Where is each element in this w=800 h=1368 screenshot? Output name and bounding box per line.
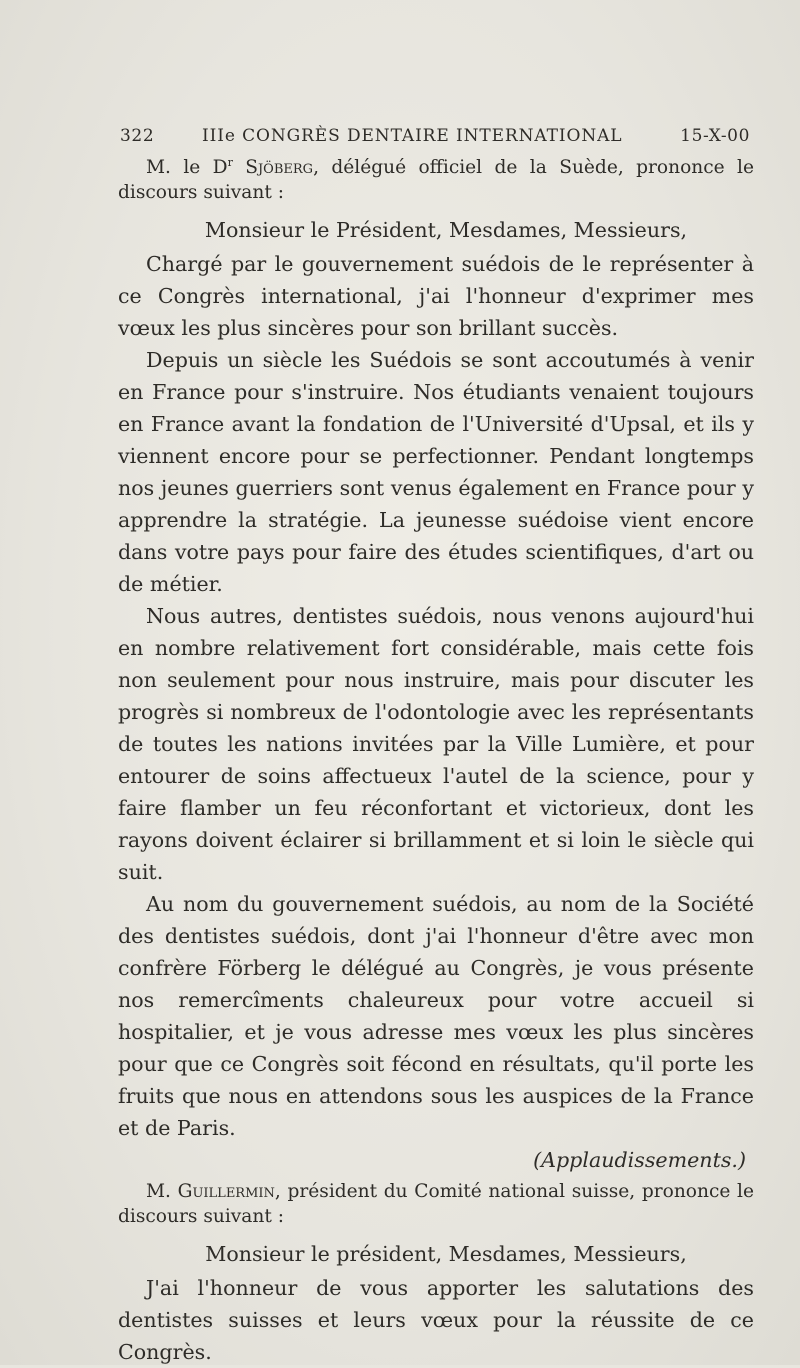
speaker-intro-guillermin xyxy=(118,1180,754,1229)
speaker-title: M. le D xyxy=(146,157,228,178)
speaker-name: Sjöberg xyxy=(245,157,314,178)
speaker-intro-text: , délégué officiel de la Suède, prononce le discours suivant : xyxy=(118,157,754,203)
page-body xyxy=(118,156,754,1368)
paragraph-4: Au nom du gouvernement suédois, au nom de la Société des dentistes suédois, dont j'ai l'honneur d'être avec mon confrère Förberg le délégué au Congrès, je vous présente nos remercîments chaleureux pour votre accueil si hospitalier, et je vous adresse mes vœux les plus sincères pour que ce Congrès soit fécond en résultats, qu'il porte les fruits que nous en attendons sous les auspices de la France et de Paris. xyxy=(118,892,754,1140)
speaker-intro-sjoberg xyxy=(118,156,754,205)
header-date: 15-X-00 xyxy=(680,126,750,146)
speaker-name: Guillermin xyxy=(177,1181,275,1202)
salutation-2: Monsieur le président, Mesdames, Messieurs, xyxy=(205,1242,687,1266)
running-header xyxy=(120,122,750,152)
page-number: 322 xyxy=(120,126,155,146)
running-title: IIIe CONGRÈS DENTAIRE INTERNATIONAL xyxy=(202,126,623,146)
speaker-title: M. xyxy=(146,1181,171,1202)
paragraph-3: Nous autres, dentistes suédois, nous venons aujourd'hui en nombre relativement fort considérable, mais cette fois non seulement pour nous instruire, mais pour discuter les progrès si nombreux de l'odontologie avec les représentants de toutes les nations invitées par la Ville Lumière, et pour entourer de soins affectueux l'autel de la science, pour y faire flamber un feu réconfortant et victorieux, dont les rayons doivent éclairer si brillamment et si loin le siècle qui suit. xyxy=(118,604,754,884)
applause-note: (Applaudissements.) xyxy=(533,1148,746,1172)
paragraph-2: Depuis un siècle les Suédois se sont accoutumés à venir en France pour s'instruire. Nos étudiants venaient toujours en France avant la fondation de l'Université d'Upsal, et ils y viennent encore pour se perfectionner. Pendant longtemps nos jeunes guerriers sont venus également en France pour y apprendre la stratégie. La jeunesse suédoise vient encore dans votre pays pour faire des études scientifiques, d'art ou de métier. xyxy=(118,348,754,596)
speaker-intro-text: , président du Comité national suisse, prononce le discours suivant : xyxy=(118,1181,754,1227)
paragraph-1: Chargé par le gouvernement suédois de le représenter à ce Congrès international, j'ai l'honneur d'exprimer mes vœux les plus sincères pour son brillant succès. xyxy=(118,252,754,340)
speaker-title-superscript: r xyxy=(227,155,233,169)
paragraph-final: J'ai l'honneur de vous apporter les salutations des dentistes suisses et leurs vœux pour la réussite de ce Congrès. xyxy=(118,1276,754,1364)
salutation-1: Monsieur le Président, Mesdames, Messieurs, xyxy=(204,218,688,242)
